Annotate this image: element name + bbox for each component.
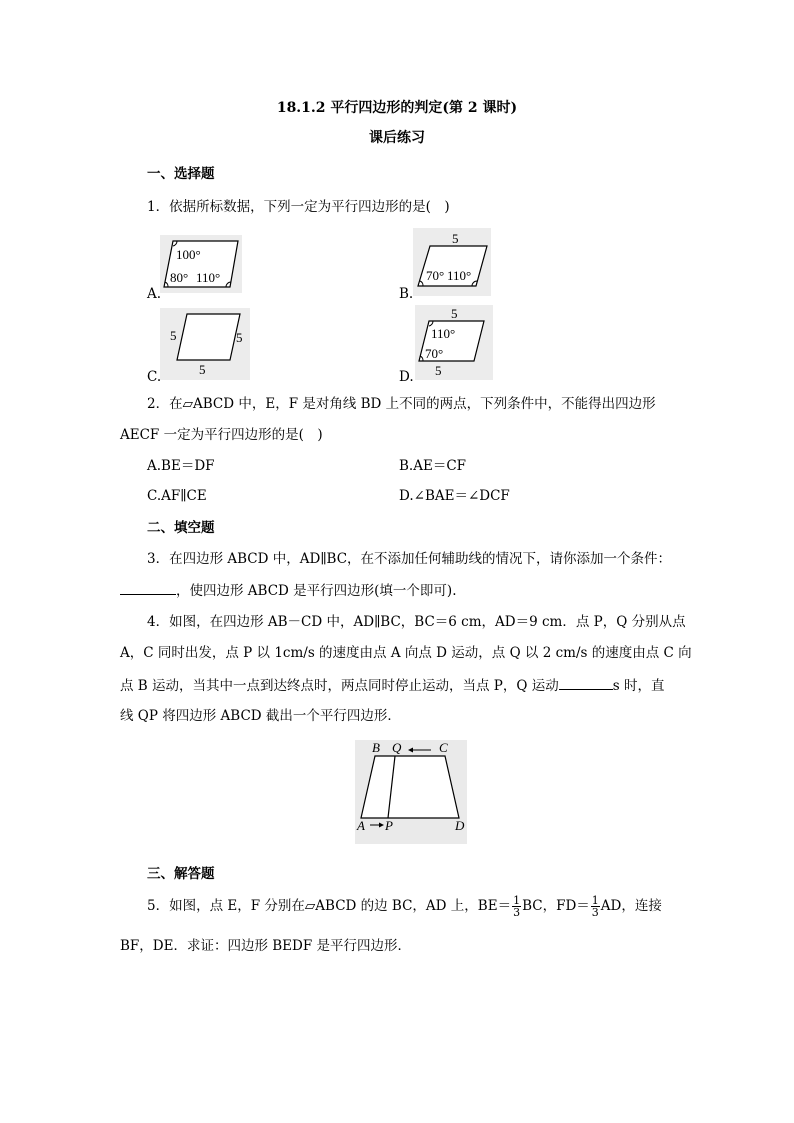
q4-fig-point-a: A	[357, 818, 365, 833]
q5-fraction-2: $\frac{1}{3}$	[591, 894, 599, 919]
q4-fig-point-d: D	[455, 818, 465, 833]
fig-a-angle-left: 80°	[170, 270, 189, 285]
q1-label-a: A.	[147, 286, 162, 302]
q4-fig-point-b: B	[372, 740, 380, 755]
page-title: 18.1.2 平行四边形的判定(第 2 课时)	[276, 100, 518, 116]
q3-line-1: 3．在四边形 ABCD 中，AD∥BC，在不添加任何辅助线的情况下，请你添加一个条件：	[147, 551, 672, 567]
q4-line-3-wrap	[120, 675, 664, 696]
q2-option-b: B.AE＝CF	[399, 458, 467, 474]
fig-b-angle-right: 110°	[447, 268, 472, 283]
q1-label-c: C.	[147, 369, 162, 385]
section-heading-choice: 一、选择题	[147, 166, 215, 182]
fig-a-angle-right: 110°	[196, 270, 221, 285]
fig-d-top-length: 5	[451, 306, 458, 321]
fig-d-bottom-length: 5	[435, 363, 442, 378]
fig-a-angle-top: 100°	[176, 247, 201, 262]
q2-option-d: D.∠BAE＝∠DCF	[399, 488, 510, 504]
q5-line-2: BF，DE．求证：四边形 BEDF 是平行四边形．	[120, 938, 412, 954]
q4-answer-blank[interactable]	[559, 675, 613, 690]
q4-line-3a: 点 B 运动，当其中一点到达终点时，两点同时停止运动，当点 P，Q 运动	[120, 678, 559, 694]
q4-fig-point-q: Q	[392, 740, 402, 755]
q4-line-1: 4．如图，在四边形 AB－CD 中，AD∥BC，BC＝6 cm，AD＝9 cm．点 P，Q 分别从点	[147, 614, 686, 630]
q4-fig-point-c: C	[439, 740, 448, 755]
q4-line-3b: s 时，直	[612, 678, 665, 694]
fig-c-bottom-length: 5	[199, 362, 206, 377]
fig-c-right-length: 5	[236, 330, 243, 345]
fig-c-left-length: 5	[170, 328, 177, 343]
q5-fraction-1: $\frac{1}{3}$	[513, 894, 521, 919]
fig-b-angle-left: 70°	[426, 268, 445, 283]
q4-line-2: A，C 同时出发，点 P 以 1cm/s 的速度由点 A 向点 D 运动，点 Q 以 2 cm/s 的速度由点 C 向	[120, 645, 692, 661]
q3-answer-blank[interactable]	[120, 580, 176, 595]
fig-d-angle-top: 110°	[431, 326, 456, 341]
q2-line-2: AECF 一定为平行四边形的是( )	[120, 427, 323, 443]
q4-figure	[355, 740, 467, 844]
q1-label-b: B.	[399, 286, 414, 302]
section-heading-fill: 二、填空题	[147, 520, 215, 536]
q1-figure-d	[415, 305, 493, 380]
q1-figure-a	[160, 235, 242, 293]
q5-line-1a: 5．如图，点 E，F 分别在▱ABCD 的边 BC，AD 上，BE＝	[147, 898, 512, 914]
fig-d-angle-bottom: 70°	[425, 346, 444, 361]
q4-fig-point-p: P	[385, 818, 393, 833]
q3-line-2: ，使四边形 ABCD 是平行四边形(填一个即可).	[176, 583, 457, 599]
q1-label-d: D.	[399, 369, 414, 385]
q4-line-4: 线 QP 将四边形 ABCD 截出一个平行四边形．	[120, 708, 401, 724]
q1-figure-b	[413, 228, 491, 296]
q1-stem: 1．依据所标数据，下列一定为平行四边形的是( )	[147, 199, 450, 215]
fig-b-top-length: 5	[452, 231, 459, 246]
q3-line-2-wrap	[120, 580, 456, 601]
page-subtitle: 课后练习	[369, 130, 425, 146]
section-heading-answer: 三、解答题	[147, 866, 215, 882]
q5-line-1-wrap	[147, 895, 662, 918]
q5-line-1b: BC，FD＝	[522, 898, 590, 914]
q2-line-1: 2．在▱ABCD 中，E，F 是对角线 BD 上不同的两点，下列条件中，不能得出四边形	[147, 396, 656, 412]
q2-option-a: A.BE＝DF	[147, 458, 215, 474]
q5-line-1c: AD，连接	[600, 898, 662, 914]
q2-option-c: C.AF∥CE	[147, 488, 207, 504]
q1-figure-c	[160, 308, 250, 380]
